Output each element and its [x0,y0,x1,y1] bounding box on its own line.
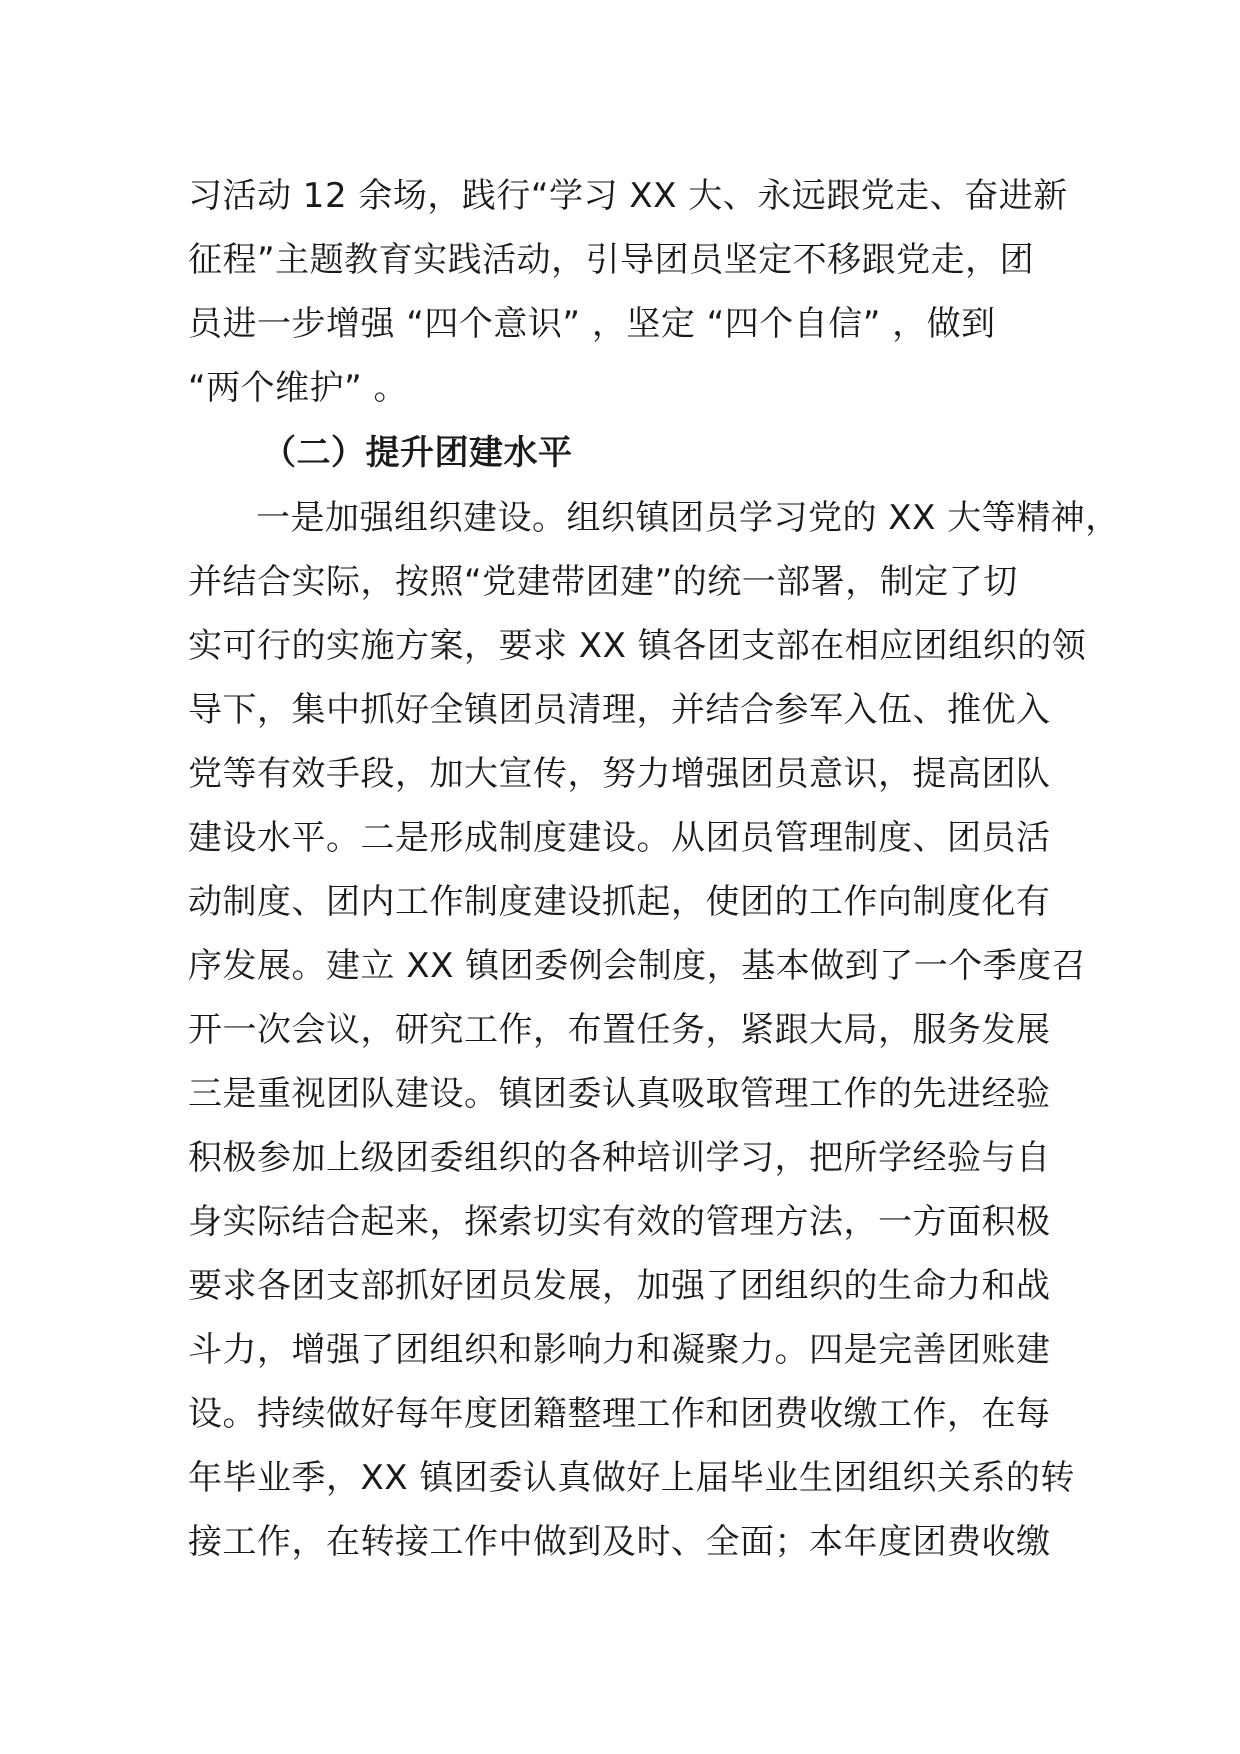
paragraph-line: 征程”主题教育实践活动，引导团员坚定不移跟党走，团 [188,240,1035,280]
paragraph-line: 并结合实际，按照“党建带团建”的统一部署，制定了切 [188,562,1018,602]
paragraph-line: 实可行的实施方案，要求 XX 镇各团支部在相应团组织的领 [188,626,1087,666]
paragraph-line: 一是加强组织建设。组织镇团员学习党的 XX 大等精神， [256,498,1120,538]
paragraph-line: 设。持续做好每年度团籍整理工作和团费收缴工作，在每 [188,1394,1051,1434]
paragraph-line: 年毕业季，XX 镇团委认真做好上届毕业生团组织关系的转 [188,1458,1075,1498]
paragraph-line: 导下，集中抓好全镇团员清理，并结合参军入伍、推优入 [188,690,1051,730]
paragraph-line: 开一次会议，研究工作，布置任务，紧跟大局，服务发展 [188,1010,1051,1050]
paragraph-line: 动制度、团内工作制度建设抓起，使团的工作向制度化有 [188,882,1051,922]
paragraph-line: 要求各团支部抓好团员发展，加强了团组织的生命力和战 [188,1266,1051,1306]
paragraph-line: 序发展。建立 XX 镇团委例会制度，基本做到了一个季度召 [188,946,1087,986]
section-heading: （二）提升团建水平 [262,433,573,473]
paragraph-line: 身实际结合起来，探索切实有效的管理方法，一方面积极 [188,1202,1051,1242]
paragraph-line: 建设水平。二是形成制度建设。从团员管理制度、团员活 [188,818,1051,858]
paragraph-line: “两个维护” 。 [188,368,409,408]
paragraph-line: 接工作，在转接工作中做到及时、全面；本年度团费收缴 [188,1522,1051,1562]
paragraph-line: 斗力，增强了团组织和影响力和凝聚力。四是完善团账建 [188,1330,1051,1370]
paragraph-line: 习活动 12 余场，践行“学习 XX 大、永远跟党走、奋进新 [188,176,1068,216]
paragraph-line: 员进一步增强 “四个意识” ，坚定 “四个自信” ，做到 [188,304,996,344]
paragraph-line: 三是重视团队建设。镇团委认真吸取管理工作的先进经验 [188,1074,1051,1114]
paragraph-line: 党等有效手段，加大宣传，努力增强团员意识，提高团队 [188,754,1051,794]
paragraph-line: 积极参加上级团委组织的各种培训学习，把所学经验与自 [188,1138,1051,1178]
